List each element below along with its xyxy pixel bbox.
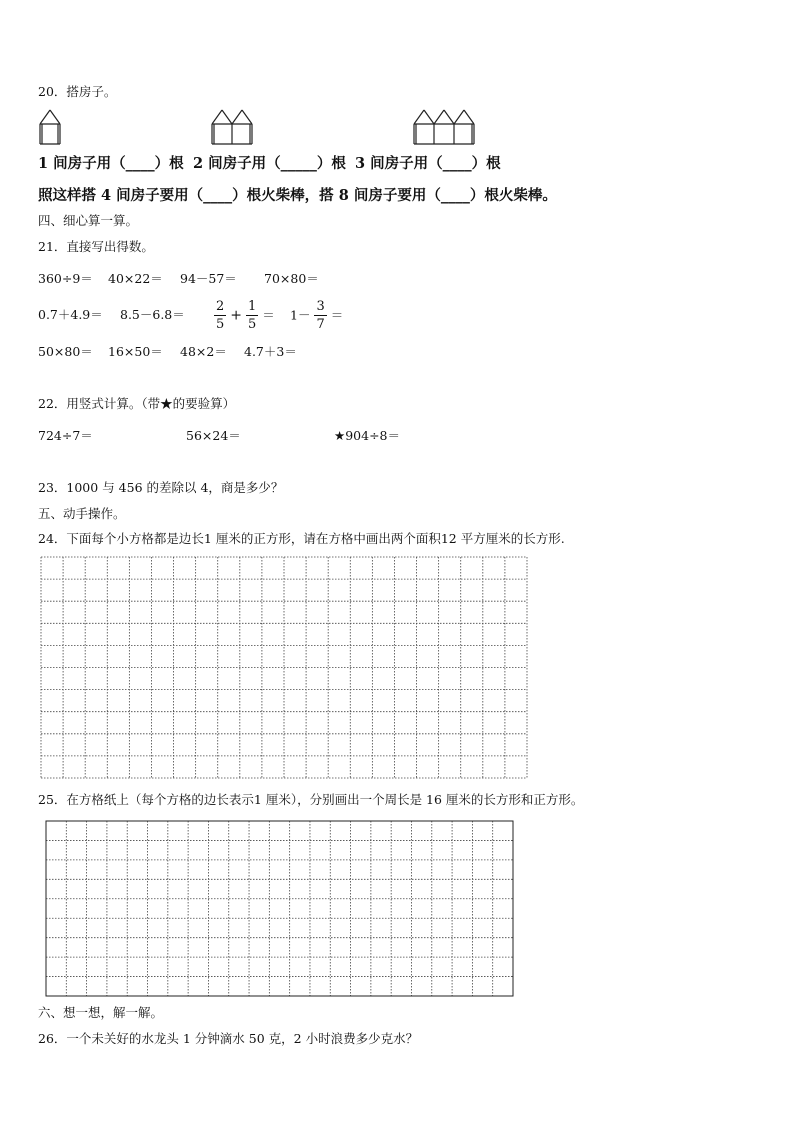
q21-r2-fraction-sum: $\frac{2}{5}$ + $\frac{1}{5}$ ＝ bbox=[216, 299, 275, 332]
section-6-heading: 六、想一想，解一解。 bbox=[38, 1005, 164, 1020]
q21-title: 21．直接写出得数。 bbox=[38, 239, 154, 254]
q22-item-2: 56×24＝ bbox=[186, 428, 241, 443]
q21-r3-c3: 48×2＝ bbox=[180, 344, 227, 359]
section-5-heading: 五、动手操作。 bbox=[38, 506, 126, 521]
q21-r2-c2: 8.5－6.8＝ bbox=[120, 307, 185, 322]
house-2-matchsticks bbox=[210, 108, 254, 146]
section-4-heading: 四、细心算一算。 bbox=[38, 213, 139, 228]
q21-r2-c1: 0.7＋4.9＝ bbox=[38, 307, 103, 322]
q24-text: 24．下面每个小方格都是边长1 厘米的正方形，请在方格中画出两个面积12 平方厘米的长方形. bbox=[38, 531, 565, 546]
q20-title: 20．搭房子。 bbox=[38, 84, 117, 99]
fraction-three-sevenths: $\frac{3}{7}$ bbox=[316, 299, 325, 332]
square-grid-1[interactable] bbox=[40, 556, 528, 779]
q22-item-1: 724÷7＝ bbox=[38, 428, 93, 443]
q20-house2-text: 2 间房子用（_____）根 bbox=[193, 155, 346, 172]
q21-r1-c2: 40×22＝ bbox=[108, 271, 163, 286]
grid-border bbox=[46, 821, 513, 996]
q21-r1-c3: 94－57＝ bbox=[180, 271, 237, 286]
fraction-one-fifth: $\frac{1}{5}$ bbox=[247, 299, 257, 332]
square-grid-2[interactable] bbox=[45, 820, 514, 997]
q26-text: 26．一个未关好的水龙头 1 分钟滴水 50 克，2 小时浪费多少克水？ bbox=[38, 1031, 419, 1046]
fraction-two-fifths: $\frac{2}{5}$ bbox=[216, 299, 225, 332]
q21-r1-c1: 360÷9＝ bbox=[38, 271, 93, 286]
q21-r3-c1: 50×80＝ bbox=[38, 344, 93, 359]
q21-r1-c4: 70×80＝ bbox=[264, 271, 319, 286]
q21-r3-c2: 16×50＝ bbox=[108, 344, 163, 359]
house-3-matchsticks bbox=[412, 108, 476, 146]
q20-question: 照这样搭 4 间房子要用（____）根火柴棒，搭 8 间房子要用（____）根火柴棒。 bbox=[38, 187, 557, 204]
q22-title: 22．用竖式计算。（带★的要验算） bbox=[38, 396, 236, 411]
house-1-matchsticks bbox=[38, 108, 62, 146]
q21-r3-c4: 4.7＋3＝ bbox=[244, 344, 297, 359]
q21-r2-fraction-diff: 1－ $\frac{3}{7}$ ＝ bbox=[290, 299, 344, 332]
q23-text: 23．1000 与 456 的差除以 4，商是多少？ bbox=[38, 480, 284, 495]
q20-house1-text: 1 间房子用（____）根 bbox=[38, 155, 184, 172]
q22-item-3: ★904÷8＝ bbox=[334, 428, 400, 443]
q20-house3-text: 3 间房子用（____）根 bbox=[355, 155, 501, 172]
q25-text: 25．在方格纸上（每个方格的边长表示1 厘米），分别画出一个周长是 16 厘米的长方形和正方形。 bbox=[38, 792, 584, 807]
